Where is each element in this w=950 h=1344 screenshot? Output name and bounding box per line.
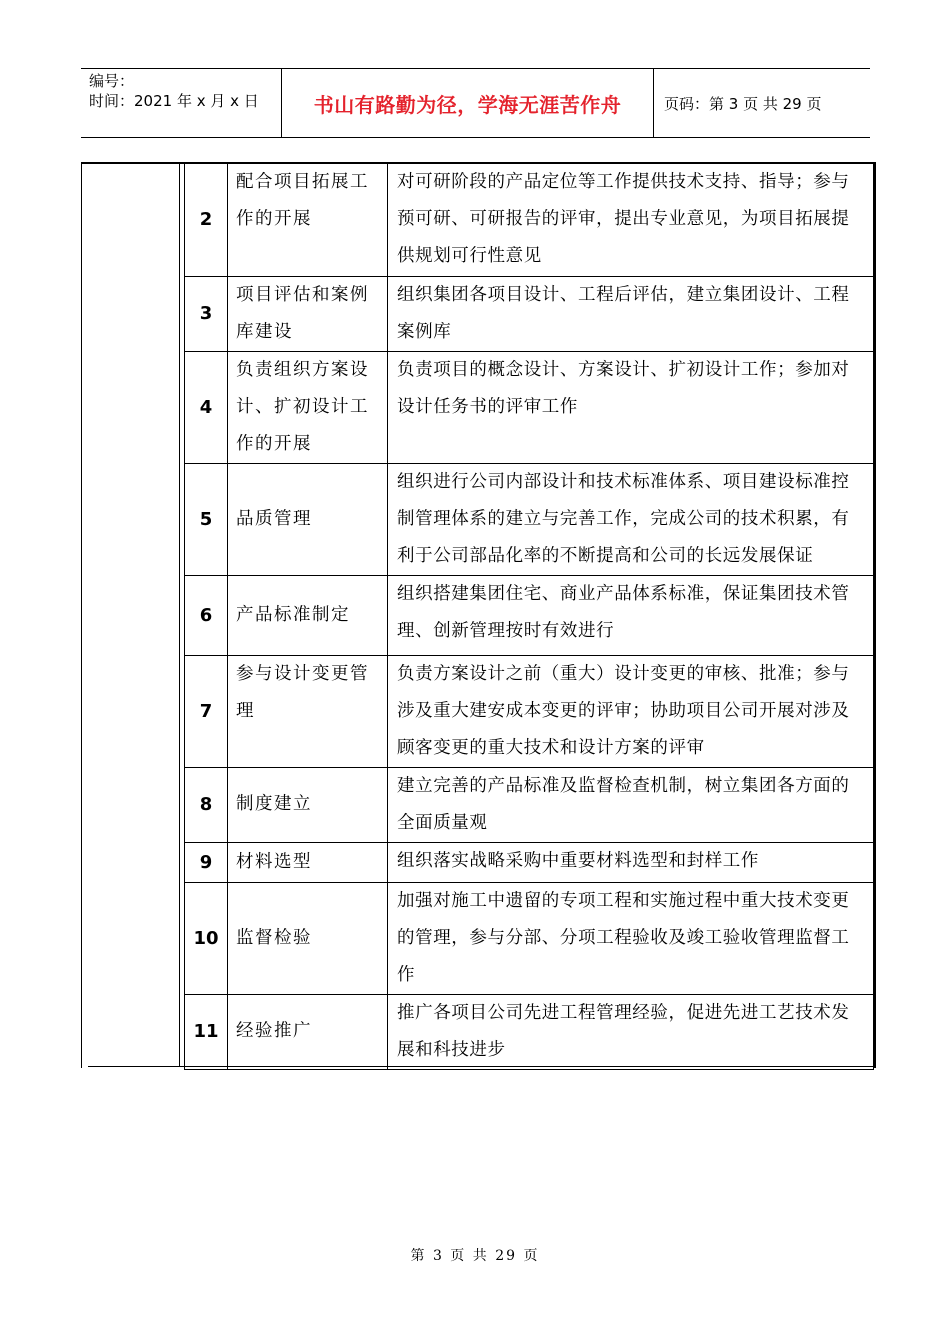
header-meta [81, 69, 282, 137]
duty-description: 加强对施工中遗留的专项工程和实施过程中重大技术变更的管理，参与分部、分项工程验收及竣工验收管理监督工作 [388, 882, 874, 994]
duty-name: 制度建立 [228, 767, 388, 842]
duty-name: 配合项目拓展工作的开展 [228, 164, 388, 276]
row-number: 8 [185, 767, 228, 842]
duty-description: 推广各项目公司先进工程管理经验，促进先进工艺技术发展和科技进步 [388, 994, 874, 1069]
row-number: 3 [185, 276, 228, 351]
number-label: 编号： [89, 72, 135, 90]
duty-name: 材料选型 [228, 842, 388, 882]
row-number: 6 [185, 575, 228, 655]
duty-name: 负责组织方案设计、扩初设计工作的开展 [228, 351, 388, 463]
row-number: 7 [185, 655, 228, 767]
header-motto [282, 69, 654, 137]
document-header [81, 68, 870, 138]
duty-description: 组织搭建集团住宅、商业产品体系标准，保证集团技术管理、创新管理按时有效进行 [388, 575, 874, 655]
duty-name: 参与设计变更管理 [228, 655, 388, 767]
duty-name: 产品标准制定 [228, 575, 388, 655]
duty-name: 项目评估和案例库建设 [228, 276, 388, 351]
row-number: 5 [185, 463, 228, 575]
duty-description: 对可研阶段的产品定位等工作提供技术支持、指导；参与预可研、可研报告的评审，提出专业意见，为项目拓展提供规划可行性意见 [388, 164, 874, 276]
table-row [185, 276, 874, 351]
duty-description: 组织落实战略采购中重要材料选型和封样工作 [388, 842, 874, 882]
table-row [185, 994, 874, 1069]
row-number: 4 [185, 351, 228, 463]
table-row [185, 463, 874, 575]
duty-description: 负责项目的概念设计、方案设计、扩初设计工作；参加对设计任务书的评审工作 [388, 351, 874, 463]
row-number: 11 [185, 994, 228, 1069]
table-row [185, 882, 874, 994]
table-row [185, 351, 874, 463]
duty-description: 建立完善的产品标准及监督检查机制，树立集团各方面的全面质量观 [388, 767, 874, 842]
table-row [185, 655, 874, 767]
column-divider [179, 164, 180, 1067]
duty-description: 组织集团各项目设计、工程后评估，建立集团设计、工程案例库 [388, 276, 874, 351]
motto-text: 书山有路勤为径，学海无涯苦作舟 [313, 92, 622, 117]
row-number: 10 [185, 882, 228, 994]
table-row [185, 164, 874, 276]
duty-name: 监督检验 [228, 882, 388, 994]
table-row [185, 767, 874, 842]
page-info: 页码：第 3 页 共 29 页 [664, 94, 822, 113]
page-footer: 第 3 页 共 29 页 [410, 1248, 540, 1264]
duty-description: 组织进行公司内部设计和技术标准体系、项目建设标准控制管理体系的建立与完善工作，完成公司的技术积累，有利于公司部品化率的不断提高和公司的长远发展保证 [388, 463, 874, 575]
row-number: 9 [185, 842, 228, 882]
table-row [185, 575, 874, 655]
duty-name: 经验推广 [228, 994, 388, 1069]
duty-name: 品质管理 [228, 463, 388, 575]
row-number: 2 [185, 164, 228, 276]
table-row [185, 842, 874, 882]
time-label: 时间：2021 年 x 月 x 日 [89, 92, 259, 110]
duties-table [184, 164, 874, 1070]
duty-description: 负责方案设计之前（重大）设计变更的审核、批准；参与涉及重大建安成本变更的评审；协助项目公司开展对涉及顾客变更的重大技术和设计方案的评审 [388, 655, 874, 767]
